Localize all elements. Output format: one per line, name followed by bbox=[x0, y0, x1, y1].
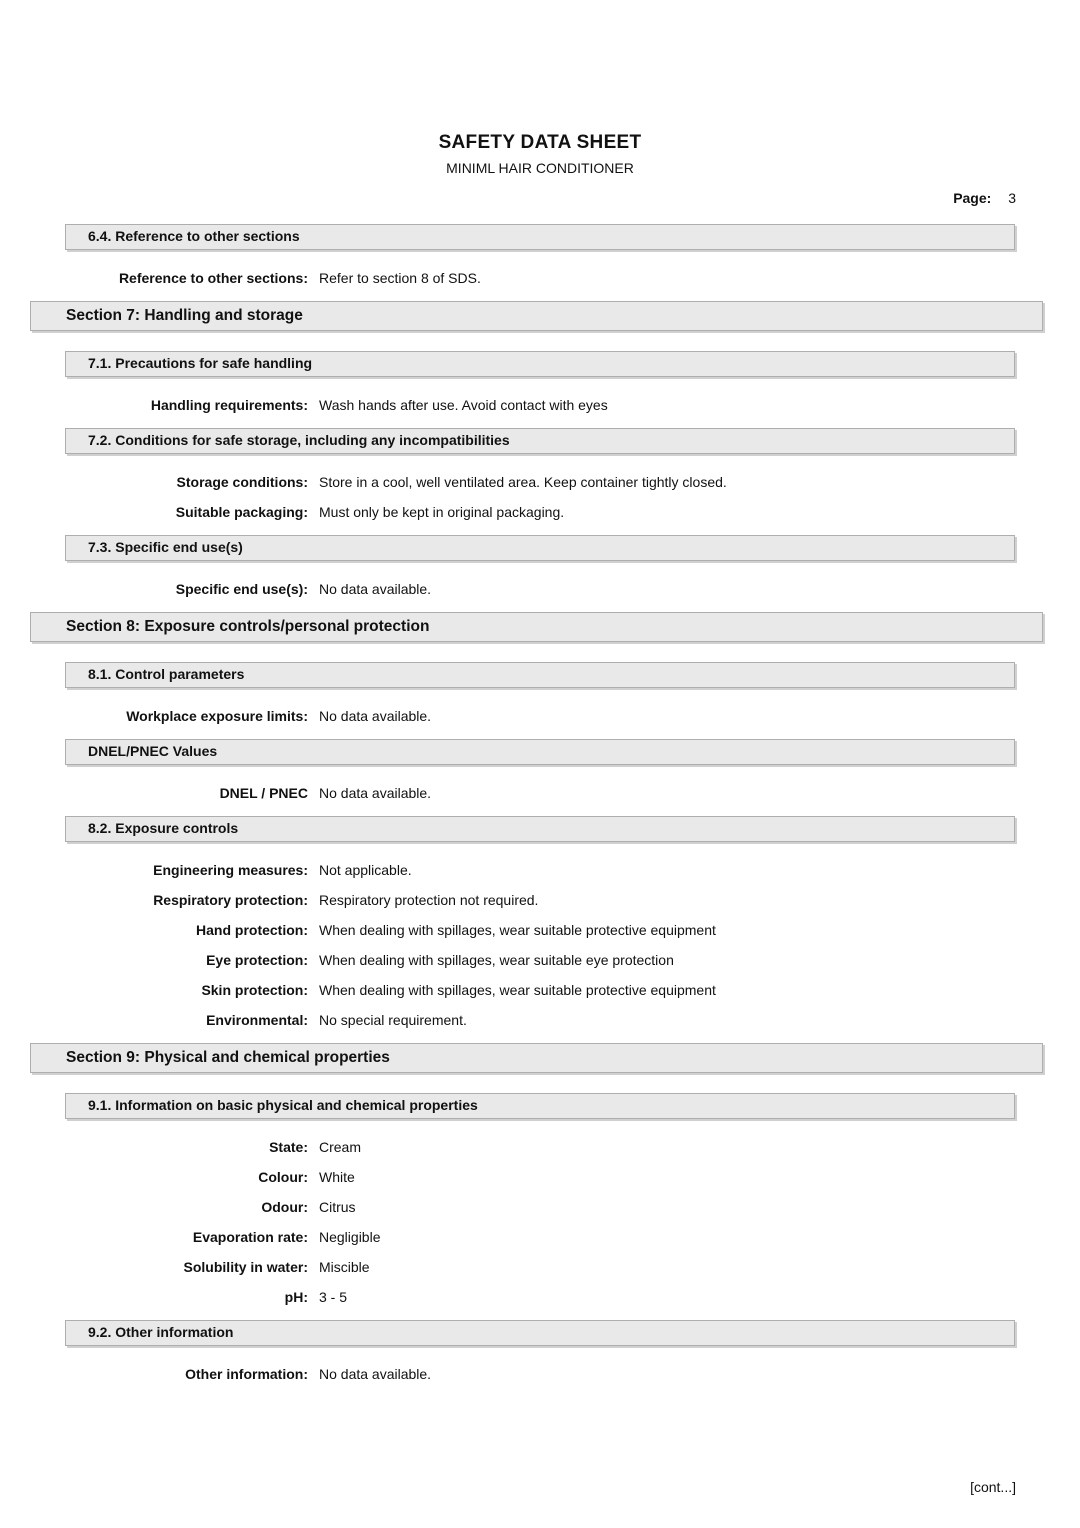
field-value-evaporation: Negligible bbox=[319, 1229, 381, 1245]
field-label-hand-protection: Hand protection: bbox=[196, 922, 308, 938]
field-row-reference bbox=[0, 270, 1080, 287]
field-row-workplace-limits bbox=[0, 708, 1080, 725]
field-label-skin-protection: Skin protection: bbox=[201, 982, 308, 998]
field-value-dnel-pnec: No data available. bbox=[319, 785, 432, 801]
field-label-respiratory: Respiratory protection: bbox=[153, 892, 308, 908]
field-label-state: State: bbox=[269, 1139, 308, 1155]
subsection-heading-7-1: 7.1. Precautions for safe handling bbox=[65, 351, 1015, 377]
section-heading-8: Section 8: Exposure controls/personal protection bbox=[30, 612, 1043, 642]
field-label-workplace-limits: Workplace exposure limits: bbox=[126, 708, 308, 724]
field-row-handling bbox=[0, 397, 1080, 414]
field-value-workplace-limits: No data available. bbox=[319, 708, 432, 724]
field-label-environmental: Environmental: bbox=[206, 1012, 308, 1028]
field-value-colour: White bbox=[319, 1169, 355, 1185]
field-value-packaging: Must only be kept in original packaging. bbox=[319, 504, 565, 520]
page-number: 3 bbox=[1008, 190, 1016, 206]
subsection-heading-6-4: 6.4. Reference to other sections bbox=[65, 224, 1015, 250]
field-label-colour: Colour: bbox=[258, 1169, 308, 1185]
field-row-hand-protection bbox=[0, 922, 1080, 939]
field-row-respiratory bbox=[0, 892, 1080, 909]
field-row-storage bbox=[0, 474, 1080, 491]
section-heading-7: Section 7: Handling and storage bbox=[30, 301, 1043, 331]
field-value-end-use: No data available. bbox=[319, 581, 432, 597]
section-heading-9: Section 9: Physical and chemical properties bbox=[30, 1043, 1043, 1073]
field-row-packaging bbox=[0, 504, 1080, 521]
field-label-engineering: Engineering measures: bbox=[153, 862, 308, 878]
subsection-heading-dnel-pnec: DNEL/PNEC Values bbox=[65, 739, 1015, 765]
field-value-environmental: No special requirement. bbox=[319, 1012, 467, 1028]
field-row-odour bbox=[0, 1199, 1080, 1216]
field-value-odour: Citrus bbox=[319, 1199, 356, 1215]
field-row-end-use bbox=[0, 581, 1080, 598]
page-label: Page: bbox=[953, 190, 992, 206]
field-value-state: Cream bbox=[319, 1139, 362, 1155]
field-label-reference: Reference to other sections: bbox=[118, 270, 308, 286]
field-row-engineering bbox=[0, 862, 1080, 879]
field-label-end-use: Specific end use(s): bbox=[175, 581, 308, 597]
field-label-storage: Storage conditions: bbox=[176, 474, 308, 490]
field-row-state bbox=[0, 1139, 1080, 1156]
field-label-solubility: Solubility in water: bbox=[183, 1259, 308, 1275]
field-value-respiratory: Respiratory protection not required. bbox=[319, 892, 539, 908]
field-value-eye-protection: When dealing with spillages, wear suitable eye protection bbox=[319, 952, 674, 968]
field-row-ph bbox=[0, 1289, 1080, 1306]
field-value-skin-protection: When dealing with spillages, wear suitable protective equipment bbox=[319, 982, 716, 998]
field-label-handling: Handling requirements: bbox=[150, 397, 308, 413]
subsection-heading-8-2: 8.2. Exposure controls bbox=[65, 816, 1015, 842]
field-label-ph: pH: bbox=[284, 1289, 308, 1305]
subsection-heading-9-2: 9.2. Other information bbox=[65, 1320, 1015, 1346]
field-value-ph: 3 - 5 bbox=[319, 1289, 348, 1305]
field-label-eye-protection: Eye protection: bbox=[206, 952, 308, 968]
field-label-packaging: Suitable packaging: bbox=[175, 504, 308, 520]
product-name: MINIML HAIR CONDITIONER bbox=[446, 160, 634, 176]
field-value-handling: Wash hands after use. Avoid contact with eyes bbox=[319, 397, 608, 413]
field-label-odour: Odour: bbox=[261, 1199, 308, 1215]
document-title: SAFETY DATA SHEET bbox=[438, 132, 642, 153]
field-row-skin-protection bbox=[0, 982, 1080, 999]
field-label-evaporation: Evaporation rate: bbox=[192, 1229, 308, 1245]
field-row-environmental bbox=[0, 1012, 1080, 1029]
field-value-hand-protection: When dealing with spillages, wear suitable protective equipment bbox=[319, 922, 716, 938]
field-row-solubility bbox=[0, 1259, 1080, 1276]
continuation-marker: [cont...] bbox=[970, 1479, 1016, 1495]
subsection-heading-9-1: 9.1. Information on basic physical and chemical properties bbox=[65, 1093, 1015, 1119]
field-value-reference: Refer to section 8 of SDS. bbox=[319, 270, 481, 286]
field-row-evaporation bbox=[0, 1229, 1080, 1246]
field-row-dnel-pnec bbox=[0, 785, 1080, 802]
subsection-heading-7-2: 7.2. Conditions for safe storage, including any incompatibilities bbox=[65, 428, 1015, 454]
field-label-other-information: Other information: bbox=[185, 1366, 308, 1382]
field-value-other-information: No data available. bbox=[319, 1366, 432, 1382]
field-value-storage: Store in a cool, well ventilated area. Keep container tightly closed. bbox=[319, 474, 727, 490]
field-row-colour bbox=[0, 1169, 1080, 1186]
subsection-heading-7-3: 7.3. Specific end use(s) bbox=[65, 535, 1015, 561]
page-indicator bbox=[0, 190, 1080, 207]
field-row-other-information bbox=[0, 1366, 1080, 1383]
field-value-engineering: Not applicable. bbox=[319, 862, 412, 878]
field-label-dnel-pnec: DNEL / PNEC bbox=[219, 785, 308, 801]
field-row-eye-protection bbox=[0, 952, 1080, 969]
subsection-heading-8-1: 8.1. Control parameters bbox=[65, 662, 1015, 688]
field-value-solubility: Miscible bbox=[319, 1259, 370, 1275]
